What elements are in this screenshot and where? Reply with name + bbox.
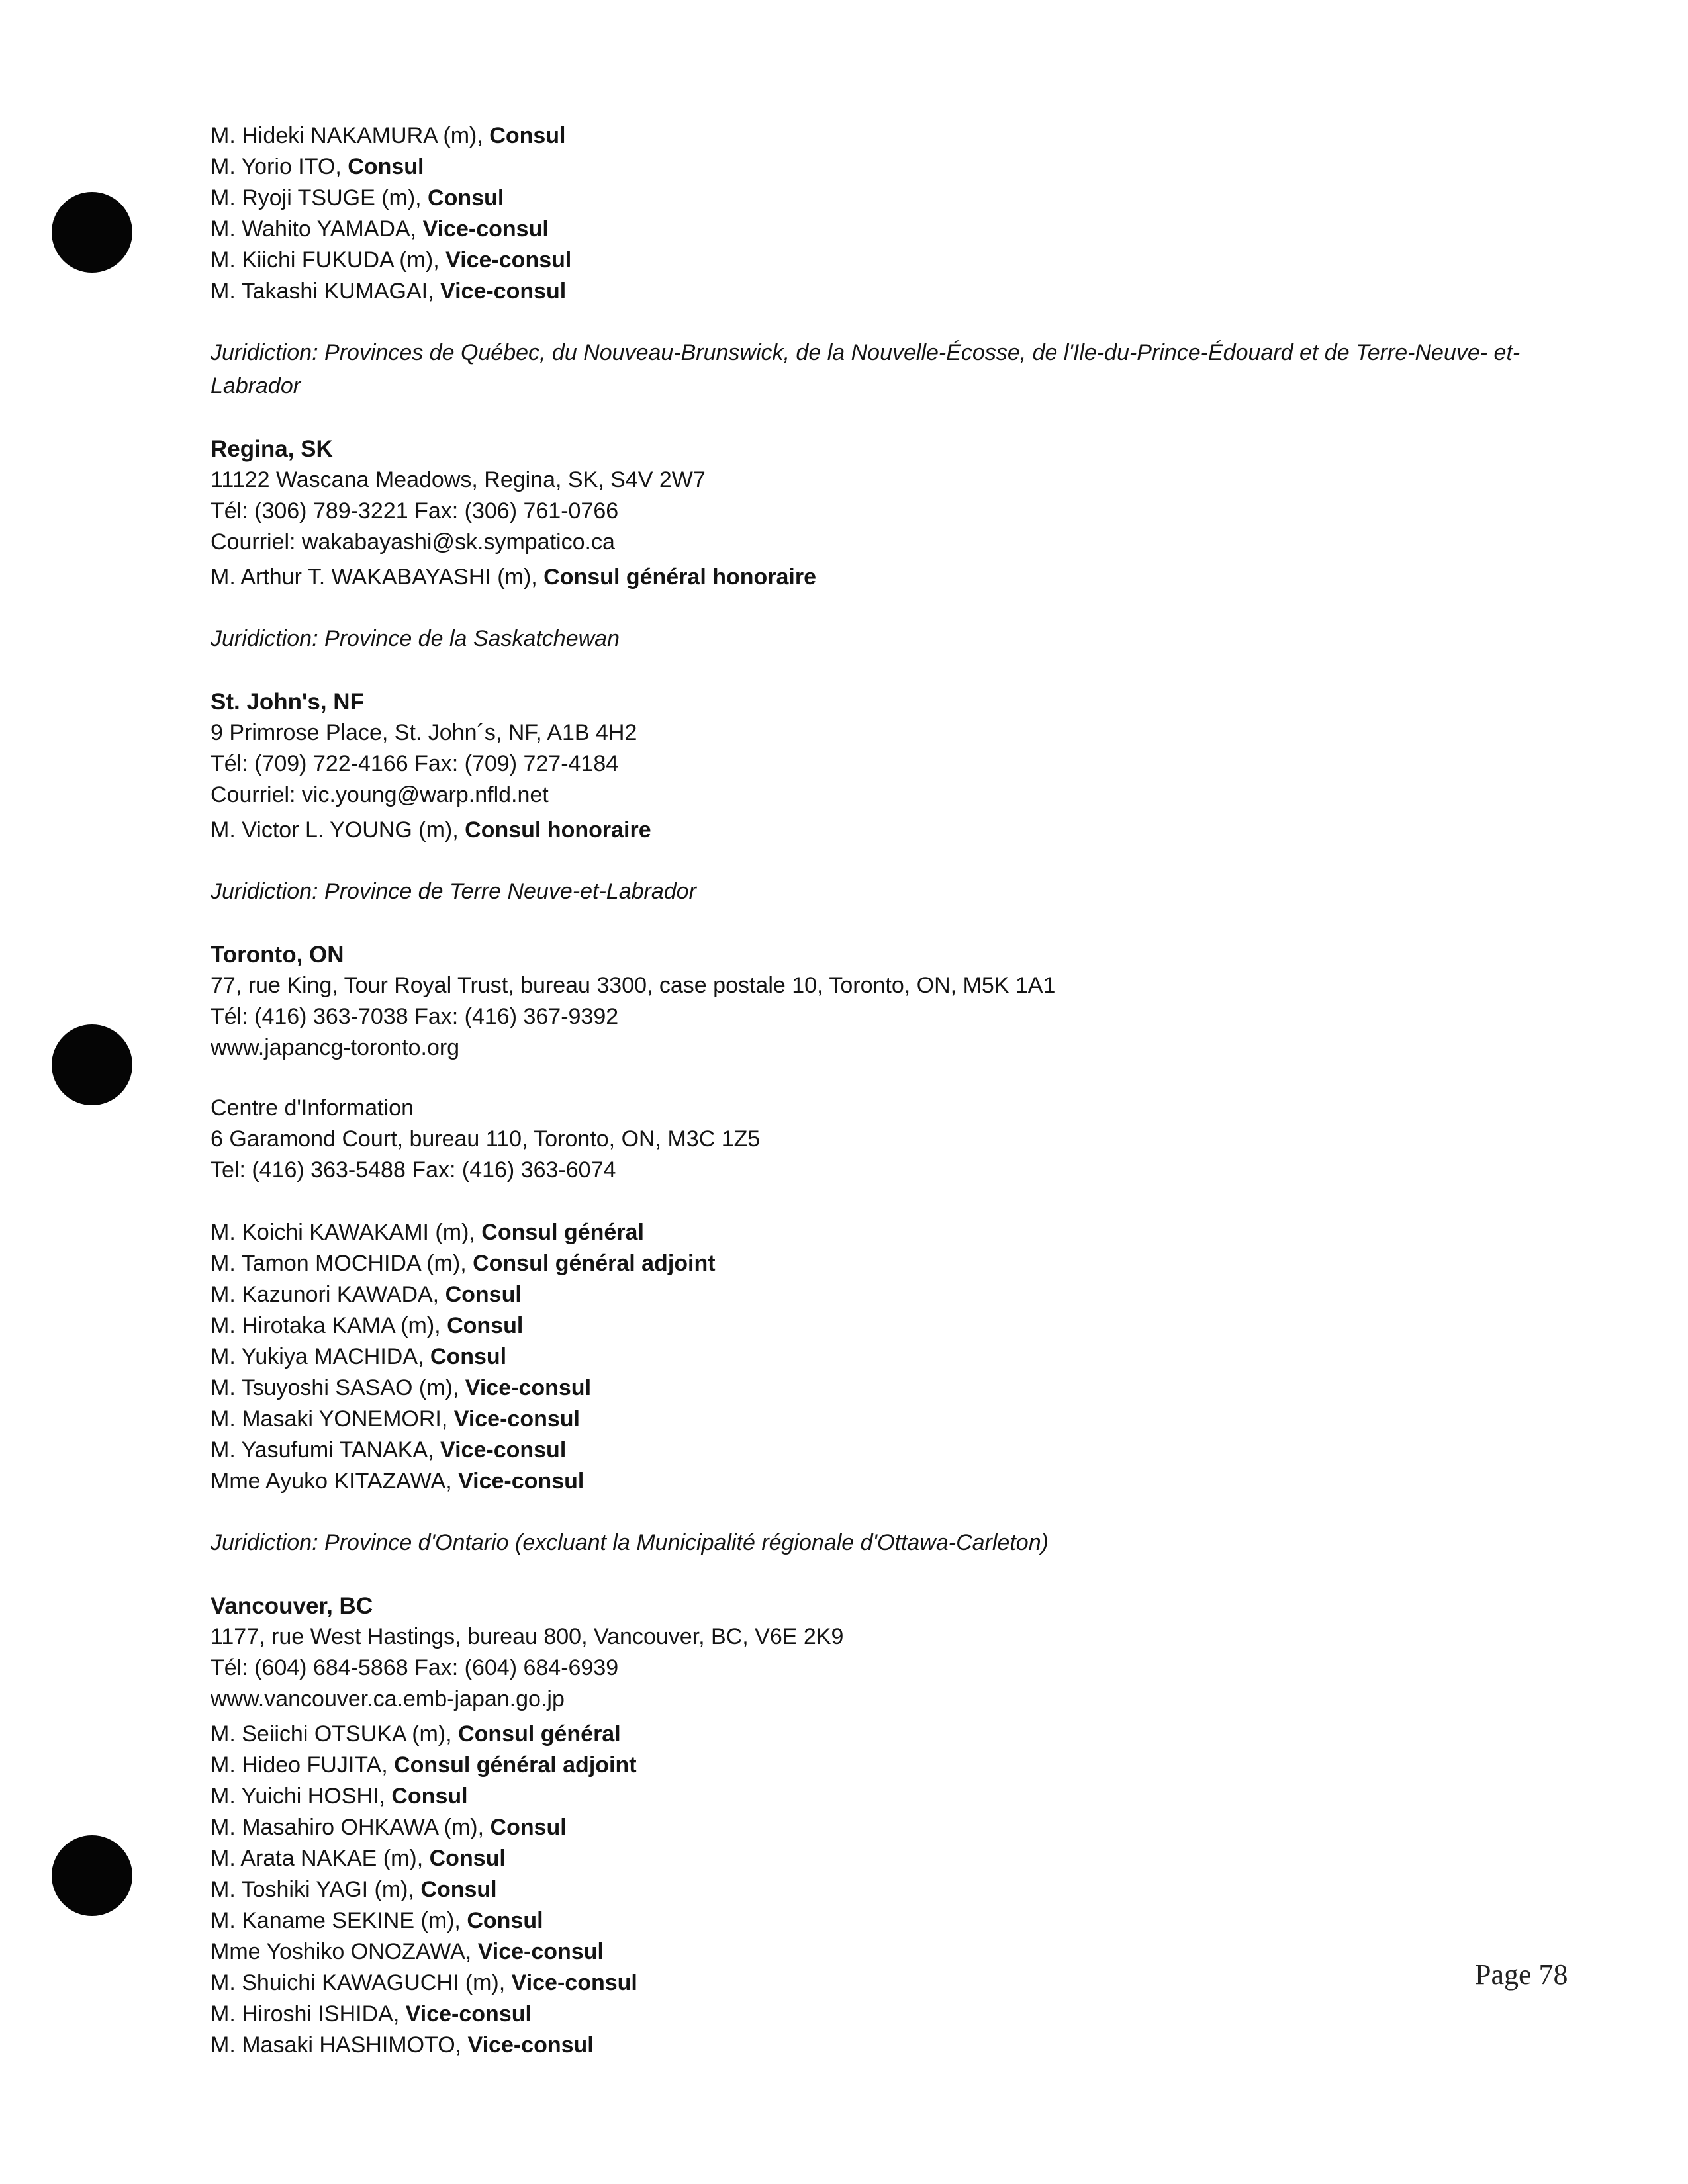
staff-role: Consul	[429, 1846, 506, 1871]
staff-entry	[211, 1342, 1574, 1373]
staff-entry	[211, 1812, 1574, 1843]
stjohns-address: 9 Primrose Place, St. John´s, NF, A1B 4H2	[211, 720, 637, 745]
staff-role: Vice-consul	[511, 1970, 637, 1995]
staff-entry	[211, 183, 1574, 214]
binder-hole	[52, 1835, 132, 1916]
staff-name: M. Kazunori KAWADA,	[211, 1282, 445, 1307]
staff-name: M. Toshiki YAGI (m),	[211, 1877, 421, 1902]
staff-entry	[211, 1874, 1574, 1905]
staff-role: Vice-consul	[440, 1437, 567, 1463]
staff-role: Vice-consul	[440, 279, 567, 304]
staff-role: Consul	[489, 123, 566, 148]
staff-entry	[211, 1843, 1574, 1874]
juridiction-toronto: Juridiction: Province d'Ontario (excluant la Municipalité régionale d'Ottawa-Carleton)	[211, 1530, 1049, 1555]
staff-entry	[211, 1999, 1574, 2030]
staff-entry	[211, 1781, 1574, 1812]
staff-role: Consul	[428, 185, 504, 210]
staff-name: M. Yuichi HOSHI,	[211, 1784, 392, 1809]
juridiction-regina: Juridiction: Province de la Saskatchewan	[211, 626, 620, 651]
toronto-staff-list	[211, 1217, 1574, 1497]
staff-entry	[211, 1217, 1574, 1248]
staff-entry	[211, 245, 1574, 276]
staff-role: Vice-consul	[453, 1406, 580, 1432]
staff-name: M. Yukiya MACHIDA,	[211, 1344, 430, 1369]
staff-role: Consul général	[458, 1721, 621, 1747]
staff-name: M. Victor L. YOUNG (m),	[211, 817, 465, 842]
staff-role: Consul	[490, 1815, 567, 1840]
toronto-info-centre-title: Centre d'Information	[211, 1095, 414, 1120]
staff-name: M. Masahiro OHKAWA (m),	[211, 1815, 491, 1840]
staff-name: Mme Yoshiko ONOZAWA,	[211, 1939, 478, 1964]
staff-name: M. Kaname SEKINE (m),	[211, 1908, 467, 1933]
staff-role: Consul	[348, 154, 424, 179]
staff-name: M. Masaki YONEMORI,	[211, 1406, 454, 1432]
staff-entry	[211, 1466, 1574, 1497]
staff-role: Consul général	[481, 1220, 644, 1245]
vancouver-website: www.vancouver.ca.emb-japan.go.jp	[211, 1686, 565, 1711]
staff-entry	[211, 815, 1574, 846]
staff-entry	[211, 152, 1574, 183]
staff-name: Mme Ayuko KITAZAWA,	[211, 1469, 459, 1494]
section-heading-stjohns: St. John's, NF	[211, 689, 364, 715]
staff-entry	[211, 120, 1574, 152]
staff-entry	[211, 1404, 1574, 1435]
staff-role: Consul général honoraire	[543, 565, 817, 590]
staff-name: M. Takashi KUMAGAI,	[211, 279, 441, 304]
staff-role: Consul	[420, 1877, 497, 1902]
staff-role: Consul général adjoint	[394, 1752, 637, 1778]
staff-name: M. Yasufumi TANAKA,	[211, 1437, 441, 1463]
staff-name: M. Ryoji TSUGE (m),	[211, 185, 428, 210]
staff-role: Consul	[445, 1282, 522, 1307]
staff-entry	[211, 1968, 1574, 1999]
staff-role: Consul	[391, 1784, 468, 1809]
toronto-address: 77, rue King, Tour Royal Trust, bureau 3300, case postale 10, Toronto, ON, M5K 1A1	[211, 973, 1056, 998]
staff-name: M. Yorio ITO,	[211, 154, 348, 179]
staff-name: M. Arthur T. WAKABAYASHI (m),	[211, 565, 544, 590]
staff-role: Vice-consul	[445, 248, 572, 273]
stjohns-email: Courriel: vic.young@warp.nfld.net	[211, 782, 549, 807]
staff-role: Vice-consul	[477, 1939, 604, 1964]
staff-role: Consul	[447, 1313, 524, 1338]
binder-hole	[52, 192, 132, 273]
vancouver-address: 1177, rue West Hastings, bureau 800, Vancouver, BC, V6E 2K9	[211, 1624, 844, 1649]
toronto-phone: Tél: (416) 363-7038 Fax: (416) 367-9392	[211, 1004, 619, 1029]
staff-role: Consul honoraire	[465, 817, 651, 842]
staff-entry	[211, 562, 1574, 593]
staff-entry	[211, 1719, 1574, 1750]
staff-entry	[211, 1310, 1574, 1342]
section-heading-vancouver: Vancouver, BC	[211, 1593, 373, 1619]
section-heading-toronto: Toronto, ON	[211, 942, 344, 968]
staff-name: M. Masaki HASHIMOTO,	[211, 2032, 468, 2058]
staff-role: Vice-consul	[458, 1469, 585, 1494]
staff-role: Vice-consul	[467, 2032, 594, 2058]
staff-entry	[211, 1373, 1574, 1404]
regina-phone: Tél: (306) 789-3221 Fax: (306) 761-0766	[211, 498, 619, 523]
staff-role: Consul	[467, 1908, 543, 1933]
staff-name: M. Hideo FUJITA,	[211, 1752, 395, 1778]
staff-entry	[211, 1936, 1574, 1968]
toronto-info-centre-phone: Tel: (416) 363-5488 Fax: (416) 363-6074	[211, 1158, 616, 1183]
staff-entry	[211, 1905, 1574, 1936]
staff-name: M. Seiichi OTSUKA (m),	[211, 1721, 459, 1747]
staff-role: Vice-consul	[422, 216, 549, 242]
staff-entry	[211, 1279, 1574, 1310]
staff-entry	[211, 1248, 1574, 1279]
staff-name: M. Hideki NAKAMURA (m),	[211, 123, 490, 148]
document-body	[211, 120, 1574, 2061]
binder-hole	[52, 1024, 132, 1105]
staff-entry	[211, 1750, 1574, 1781]
regina-email: Courriel: wakabayashi@sk.sympatico.ca	[211, 529, 615, 555]
montreal-staff-list	[211, 120, 1574, 307]
staff-entry	[211, 214, 1574, 245]
section-heading-regina: Regina, SK	[211, 436, 333, 462]
staff-role: Vice-consul	[405, 2001, 532, 2026]
staff-name: M. Tsuyoshi SASAO (m),	[211, 1375, 465, 1400]
staff-name: M. Wahito YAMADA,	[211, 216, 423, 242]
staff-name: M. Shuichi KAWAGUCHI (m),	[211, 1970, 512, 1995]
toronto-website: www.japancg-toronto.org	[211, 1035, 460, 1060]
staff-name: M. Hiroshi ISHIDA,	[211, 2001, 406, 2026]
juridiction-montreal: Juridiction: Provinces de Québec, du Nouveau-Brunswick, de la Nouvelle-Écosse, de l'Ile-du-Prince-Édouard et de Terre-Neuve- et-Labrador	[211, 340, 1521, 398]
staff-role: Consul	[430, 1344, 507, 1369]
staff-entry	[211, 2030, 1574, 2061]
staff-name: M. Kiichi FUKUDA (m),	[211, 248, 446, 273]
staff-role: Consul général adjoint	[473, 1251, 716, 1276]
vancouver-phone: Tél: (604) 684-5868 Fax: (604) 684-6939	[211, 1655, 619, 1680]
juridiction-stjohns: Juridiction: Province de Terre Neuve-et-Labrador	[211, 879, 696, 904]
page-number: Page 78	[1475, 1958, 1568, 1991]
staff-entry	[211, 1435, 1574, 1466]
staff-role: Vice-consul	[465, 1375, 592, 1400]
staff-entry	[211, 276, 1574, 307]
staff-name: M. Tamon MOCHIDA (m),	[211, 1251, 473, 1276]
staff-name: M. Koichi KAWAKAMI (m),	[211, 1220, 482, 1245]
vancouver-staff-list	[211, 1719, 1574, 2061]
staff-name: M. Hirotaka KAMA (m),	[211, 1313, 447, 1338]
regina-address: 11122 Wascana Meadows, Regina, SK, S4V 2W7	[211, 467, 706, 492]
staff-name: M. Arata NAKAE (m),	[211, 1846, 430, 1871]
stjohns-phone: Tél: (709) 722-4166 Fax: (709) 727-4184	[211, 751, 619, 776]
toronto-info-centre-address: 6 Garamond Court, bureau 110, Toronto, ON, M3C 1Z5	[211, 1126, 761, 1152]
